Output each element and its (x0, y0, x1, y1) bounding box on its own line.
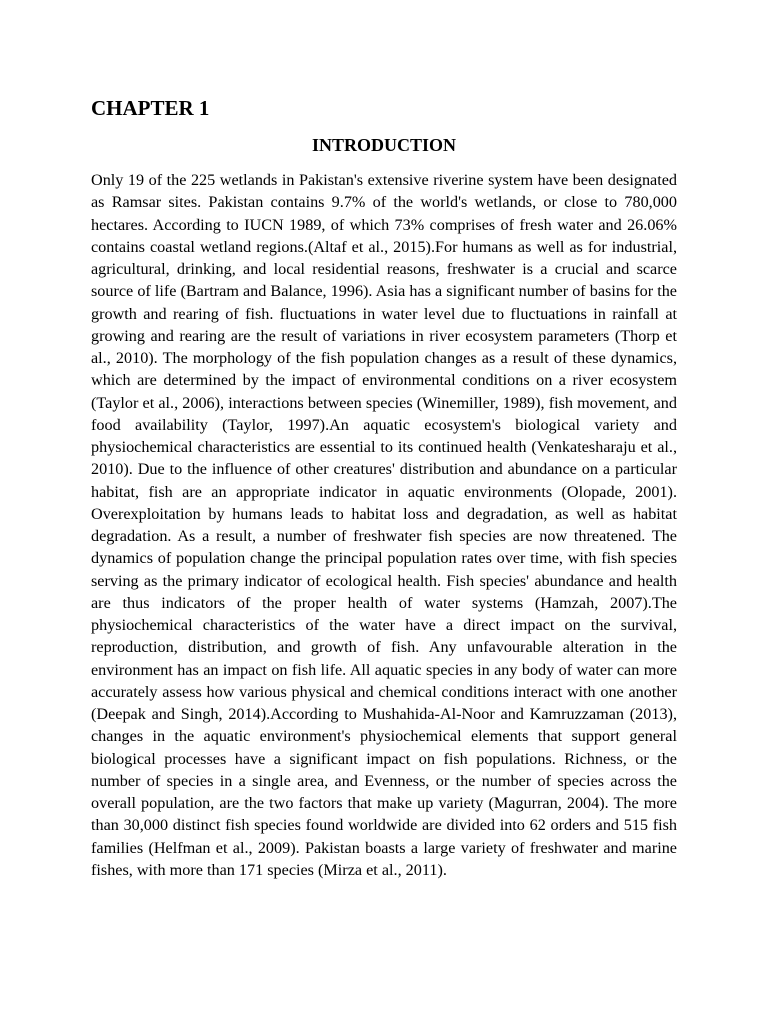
introduction-paragraph: Only 19 of the 225 wetlands in Pakistan's extensive riverine system have been designated as Ramsar sites. Pakistan contains 9.7% of the world's wetlands, or close to 780,000 hectares. According to IUCN 1989, of which 73% comprises of fresh water and 26.06% contains coastal wetland regions.(Altaf et al., 2015).For humans as well as for industrial, agricultural, drinking, and local residential reasons, freshwater is a crucial and scarce source of life (Bartram and Balance, 1996). Asia has a significant number of basins for the growth and rearing of fish. fluctuations in water level due to fluctuations in rainfall at growing and rearing are the result of variations in river ecosystem parameters (Thorp et al., 2010). The morphology of the fish population changes as a result of these dynamics, which are determined by the impact of environmental conditions on a river ecosystem (Taylor et al., 2006), interactions between species (Winemiller, 1989), fish movement, and food availability (Taylor, 1997).An aquatic ecosystem's biological variety and physiochemical characteristics are essential to its continued health (Venkatesharaju et al., 2010). Due to the influence of other creatures' distribution and abundance on a particular habitat, fish are an appropriate indicator in aquatic environments (Olopade, 2001). Overexploitation by humans leads to habitat loss and degradation, as well as habitat degradation. As a result, a number of freshwater fish species are now threatened. The dynamics of population change the principal population rates over time, with fish species serving as the primary indicator of ecological health. Fish species' abundance and health are thus indicators of the proper health of water systems (Hamzah, 2007).The physiochemical characteristics of the water have a direct impact on the survival, reproduction, distribution, and growth of fish. Any unfavourable alteration in the environment has an impact on fish life. All aquatic species in any body of water can more accurately assess how various physical and chemical conditions interact with one another (Deepak and Singh, 2014).According to Mushahida-Al-Noor and Kamruzzaman (2013), changes in the aquatic environment's physiochemical elements that support general biological processes have a significant impact on fish populations. Richness, or the number of species in a single area, and Evenness, or the number of species across the overall population, are the two factors that make up variety (Magurran, 2004). The more than 30,000 distinct fish species found worldwide are divided into 62 orders and 515 fish families (Helfman et al., 2009). Pakistan boasts a large variety of freshwater and marine fishes, with more than 171 species (Mirza et al., 2011). (91, 171, 677, 879)
chapter-title: CHAPTER 1 (91, 96, 210, 120)
section-title: INTRODUCTION (311, 135, 457, 155)
